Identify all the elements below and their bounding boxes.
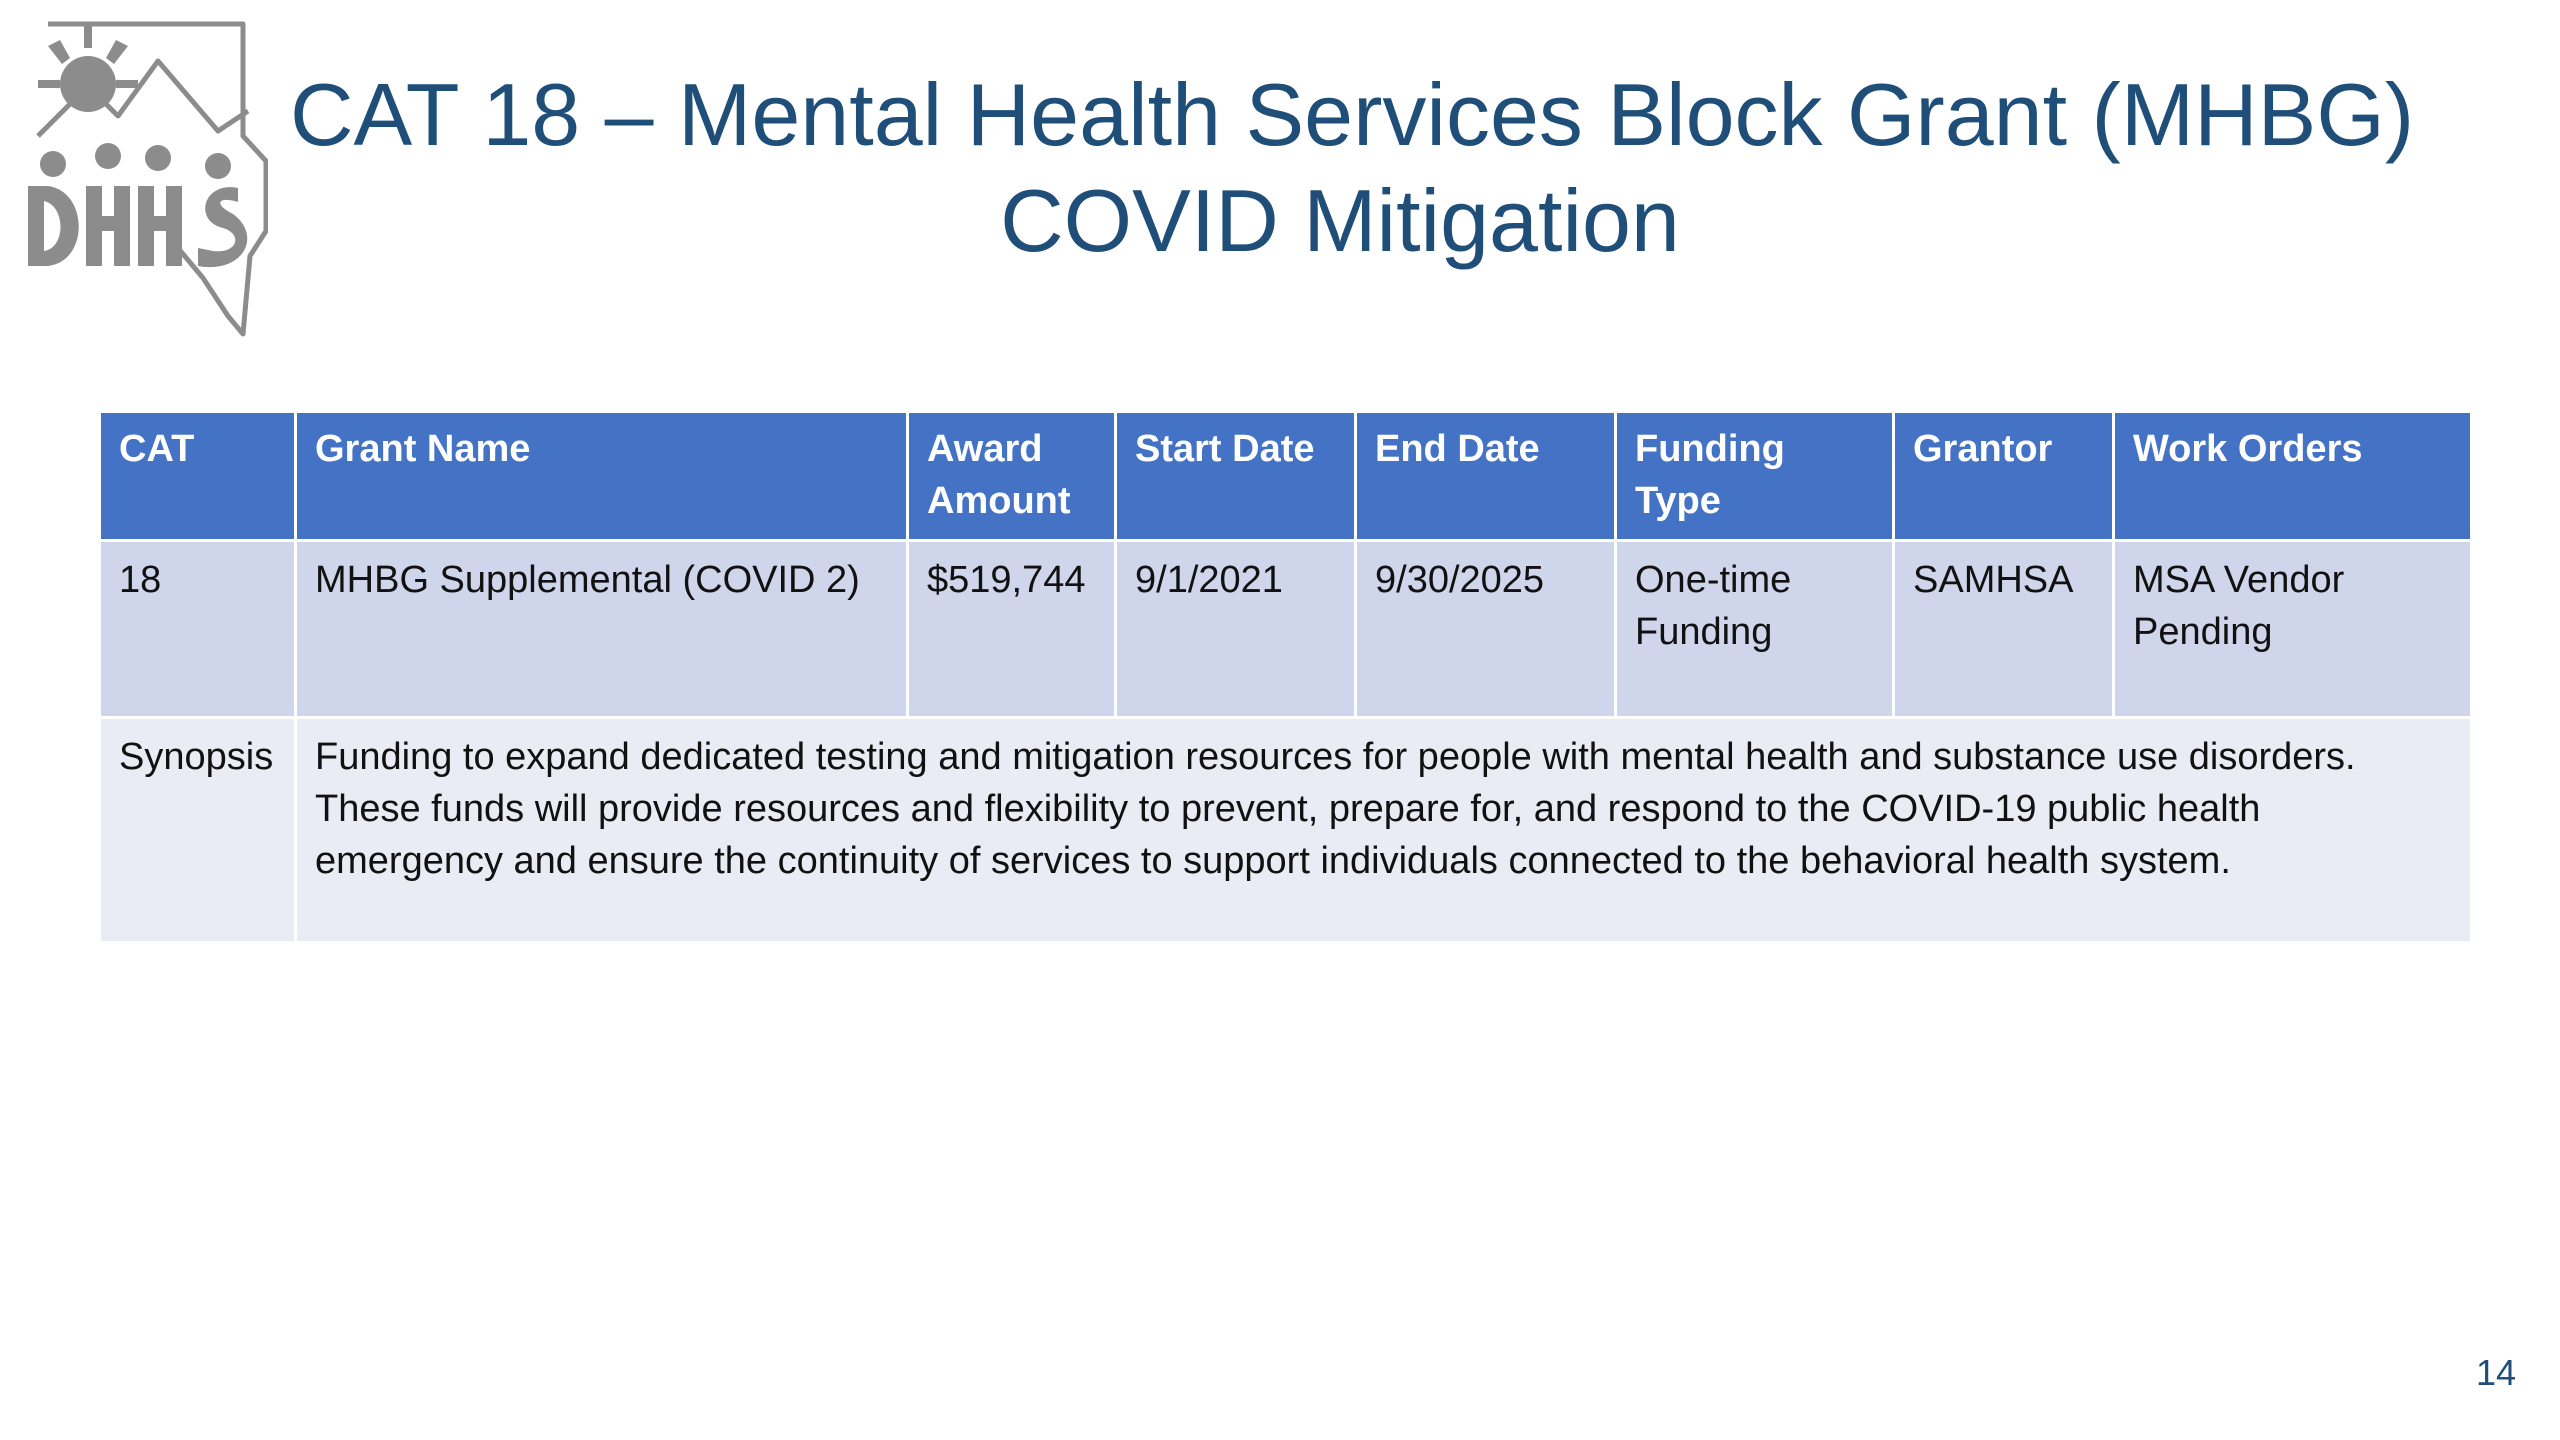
header-end-date: End Date (1356, 412, 1616, 541)
cell-award-amount: $519,744 (908, 541, 1116, 718)
header-grant-name: Grant Name (296, 412, 908, 541)
cell-grantor: SAMHSA (1894, 541, 2114, 718)
table-header-row (100, 412, 2472, 541)
title-line-2: COVID Mitigation (1000, 171, 1680, 270)
cell-start-date: 9/1/2021 (1116, 541, 1356, 718)
header-work-orders: Work Orders (2114, 412, 2472, 541)
cell-work-orders: MSA Vendor Pending (2114, 541, 2472, 718)
cell-end-date: 9/30/2025 (1356, 541, 1616, 718)
grant-table (98, 410, 2473, 944)
synopsis-label: Synopsis (100, 718, 296, 943)
cell-grant-name: MHBG Supplemental (COVID 2) (296, 541, 908, 718)
title-line-1: CAT 18 – Mental Health Services Block Grant (MHBG) (290, 65, 2415, 164)
cell-cat: 18 (100, 541, 296, 718)
dhhs-logo-icon (18, 16, 268, 351)
header-cat: CAT (100, 412, 296, 541)
table-row (100, 541, 2472, 718)
header-grantor: Grantor (1894, 412, 2114, 541)
page-title (290, 62, 2415, 274)
page-number: 14 (2475, 1352, 2516, 1393)
header-funding-type: Funding Type (1616, 412, 1894, 541)
cell-funding-type: One-time Funding (1616, 541, 1894, 718)
synopsis-row (100, 718, 2472, 943)
synopsis-text: Funding to expand dedicated testing and mitigation resources for people with mental health and substance use disorders. These funds will provide resources and flexibility to prevent, prepare for, and respond to the COVID-19 public health emergency and ensure the continuity of services to support individuals connected to the behavioral health system. (296, 718, 2472, 943)
header-award-amount: Award Amount (908, 412, 1116, 541)
header-start-date: Start Date (1116, 412, 1356, 541)
